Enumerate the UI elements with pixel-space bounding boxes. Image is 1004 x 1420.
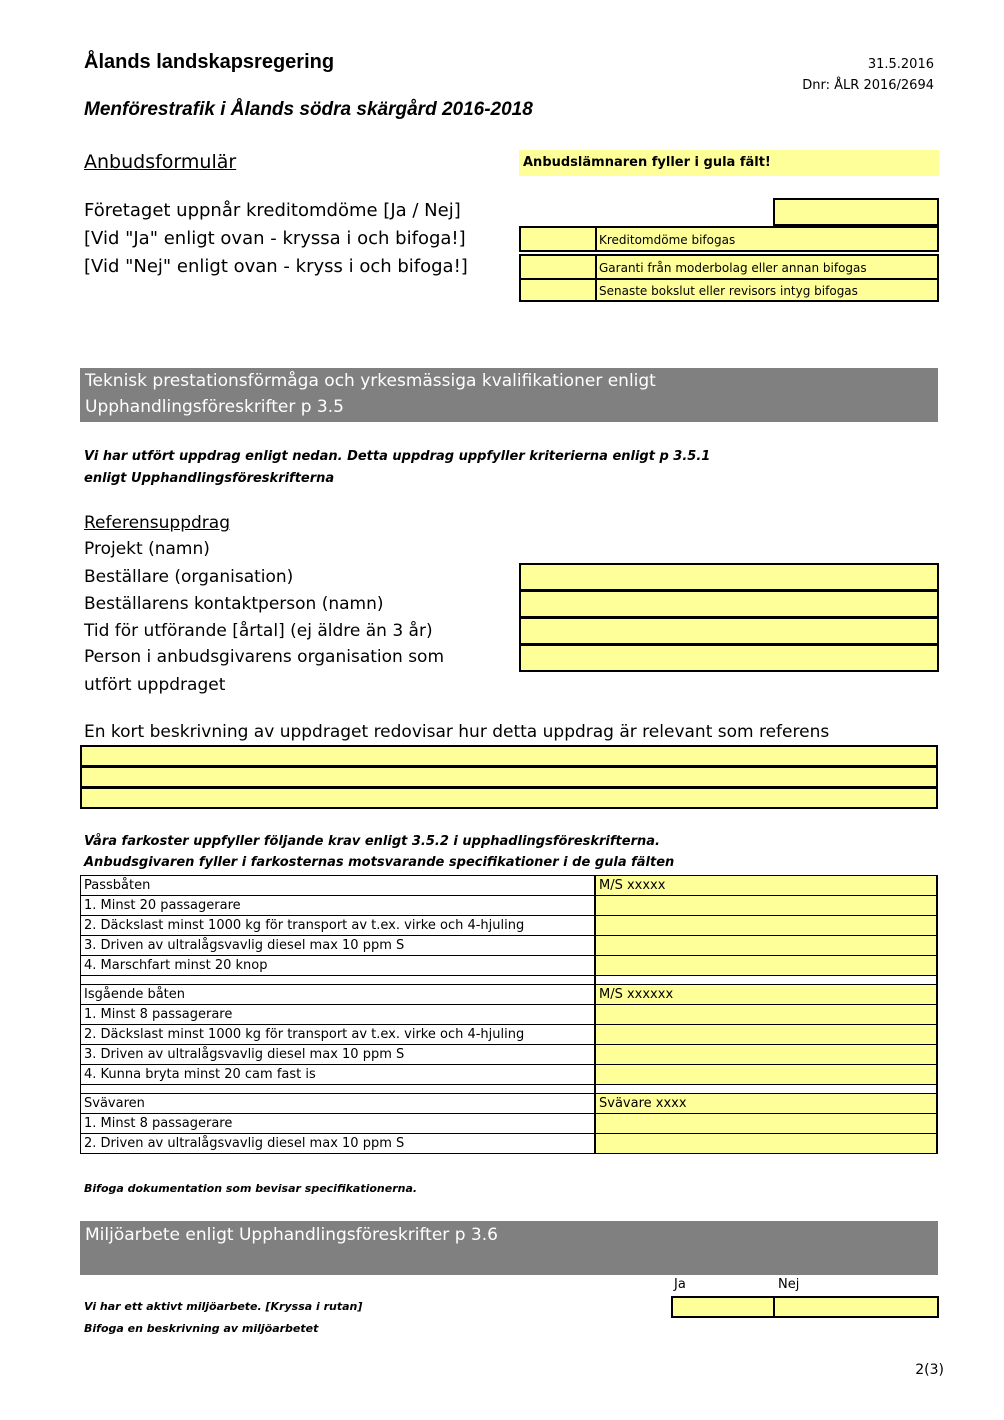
vessel-spec-field[interactable] [595,936,937,956]
technical-header-line: Upphandlingsföreskrifter p 3.5 [85,397,344,417]
vessel-requirement: 4. Marschfart minst 20 knop [81,956,596,976]
credit-option-checkbox[interactable] [521,228,597,250]
description-field-line[interactable] [80,766,938,788]
environment-yes-checkbox[interactable] [671,1296,775,1318]
vessel-spec-table [80,875,938,1154]
credit-rating-question: Företaget uppnår kreditomdöme [Ja / Nej] [84,200,461,221]
vessel-spec-field[interactable] [595,1025,937,1045]
reference-field-label: utfört uppdraget [84,675,226,695]
form-title: Anbudsformulär [84,151,237,173]
reference-field-label: Person i anbudsgivarens organisation som [84,647,445,667]
vessel-name: Passbåten [81,876,596,896]
vessel-name: Svävaren [81,1094,596,1114]
vessel-spec-field[interactable] [595,1134,937,1154]
vessel-spec-field[interactable]: Svävare xxxx [595,1094,937,1114]
credit-option-checkbox[interactable] [521,280,597,300]
table-row [81,1045,938,1065]
vessel-spec-field[interactable] [595,956,937,976]
table-row [81,916,938,936]
table-row [81,1094,938,1114]
reference-field-label: Beställarens kontaktperson (namn) [84,594,384,614]
table-row [81,985,938,1005]
vessel-spec-field[interactable]: M/S xxxxx [595,876,937,896]
technical-intro-line: enligt Upphandlingsföreskrifterna [84,471,335,486]
environment-header-text: Miljöarbete enligt Upphandlingsföreskrifter p 3.6 [85,1225,498,1245]
credit-answer-field[interactable] [773,198,939,226]
table-row [81,896,938,916]
vessel-spec-field[interactable]: M/S xxxxxx [595,985,937,1005]
vessels-intro-line: Anbudsgivaren fyller i farkosternas motsvarande specifikationer i de gula fälten [84,855,675,870]
vessel-name: Isgående båten [81,985,596,1005]
reference-person-field[interactable] [519,644,939,672]
document-subtitle: Menförestrafik i Ålands södra skärgård 2016-2018 [84,99,533,120]
vessels-intro-line: Våra farkoster uppfyller följande krav enligt 3.5.2 i upphadlingsföreskrifterna. [84,834,660,849]
vessels-documentation-note: Bifoga dokumentation som bevisar specifikationerna. [84,1182,418,1195]
table-row [81,1025,938,1045]
page-number: 2(3) [915,1362,944,1378]
table-row [81,1065,938,1085]
vessel-spec-field[interactable] [595,1005,937,1025]
environment-attach-instruction: Bifoga en beskrivning av miljöarbetet [84,1322,319,1335]
credit-option-label: Garanti från moderbolag eller annan bifogas [599,261,867,275]
reference-heading: Referensuppdrag [84,513,231,533]
reference-field-label: Tid för utförande [årtal] (ej äldre än 3 år) [84,621,433,641]
vessel-requirement: 1. Minst 20 passagerare [81,896,596,916]
reference-field-label: Beställare (organisation) [84,567,294,587]
fill-yellow-notice: Anbudslämnaren fyller i gula fält! [519,150,939,176]
vessel-requirement: 4. Kunna bryta minst 20 cam fast is [81,1065,596,1085]
vessel-spec-field[interactable] [595,1065,937,1085]
reference-client-field[interactable] [519,563,939,591]
table-row-spacer [81,1085,938,1094]
vessel-spec-field[interactable] [595,916,937,936]
vessel-spec-field[interactable] [595,1114,937,1134]
credit-option-row [519,278,939,302]
credit-no-instruction: [Vid "Nej" enligt ovan - kryss i och bifoga!] [84,256,468,277]
vessel-requirement: 1. Minst 8 passagerare [81,1005,596,1025]
vessel-requirement: 3. Driven av ultralågsvavlig diesel max 10 ppm S [81,936,596,956]
vessel-requirement: 3. Driven av ultralågsvavlig diesel max 10 ppm S [81,1045,596,1065]
no-column-label: Nej [778,1277,800,1292]
vessel-requirement: 2. Däckslast minst 1000 kg för transport av t.ex. virke och 4-hjuling [81,1025,596,1045]
vessel-requirement: 2. Driven av ultralågsvavlig diesel max 10 ppm S [81,1134,596,1154]
description-field-line[interactable] [80,787,938,809]
table-row [81,1005,938,1025]
table-row [81,1114,938,1134]
vessel-spec-field[interactable] [595,896,937,916]
table-row [81,876,938,896]
technical-intro-line: Vi har utfört uppdrag enligt nedan. Detta uppdrag uppfyller kriterierna enligt p 3.5.1 [84,449,711,464]
description-field-line[interactable] [80,745,938,767]
table-row [81,956,938,976]
environment-no-checkbox[interactable] [773,1296,939,1318]
environment-section-header [80,1221,938,1275]
document-date: 31.5.2016 [867,57,934,72]
credit-option-label: Kreditomdöme bifogas [599,233,736,247]
technical-header-line: Teknisk prestationsförmåga och yrkesmässiga kvalifikationer enligt [85,371,656,391]
credit-yes-instruction: [Vid "Ja" enligt ovan - kryssa i och bifoga!] [84,228,466,249]
technical-section-header [80,368,938,422]
credit-option-label: Senaste bokslut eller revisors intyg bifogas [599,284,858,298]
reference-contact-field[interactable] [519,590,939,618]
document-registration-number: Dnr: ÅLR 2016/2694 [802,78,934,93]
organization-title: Ålands landskapsregering [84,51,335,73]
description-label: En kort beskrivning av uppdraget redovisar hur detta uppdrag är relevant som referens [84,722,830,742]
credit-option-row [519,254,939,280]
table-row-spacer [81,976,938,985]
yes-column-label: Ja [674,1277,686,1292]
credit-option-checkbox[interactable] [521,256,597,278]
vessel-requirement: 1. Minst 8 passagerare [81,1114,596,1134]
environment-statement: Vi har ett aktivt miljöarbete. [Kryssa i rutan] [84,1300,363,1313]
vessel-requirement: 2. Däckslast minst 1000 kg för transport av t.ex. virke och 4-hjuling [81,916,596,936]
table-row [81,1134,938,1154]
credit-option-row [519,226,939,252]
reference-field-label: Projekt (namn) [84,539,210,559]
vessel-spec-field[interactable] [595,1045,937,1065]
table-row [81,936,938,956]
reference-year-field[interactable] [519,617,939,645]
